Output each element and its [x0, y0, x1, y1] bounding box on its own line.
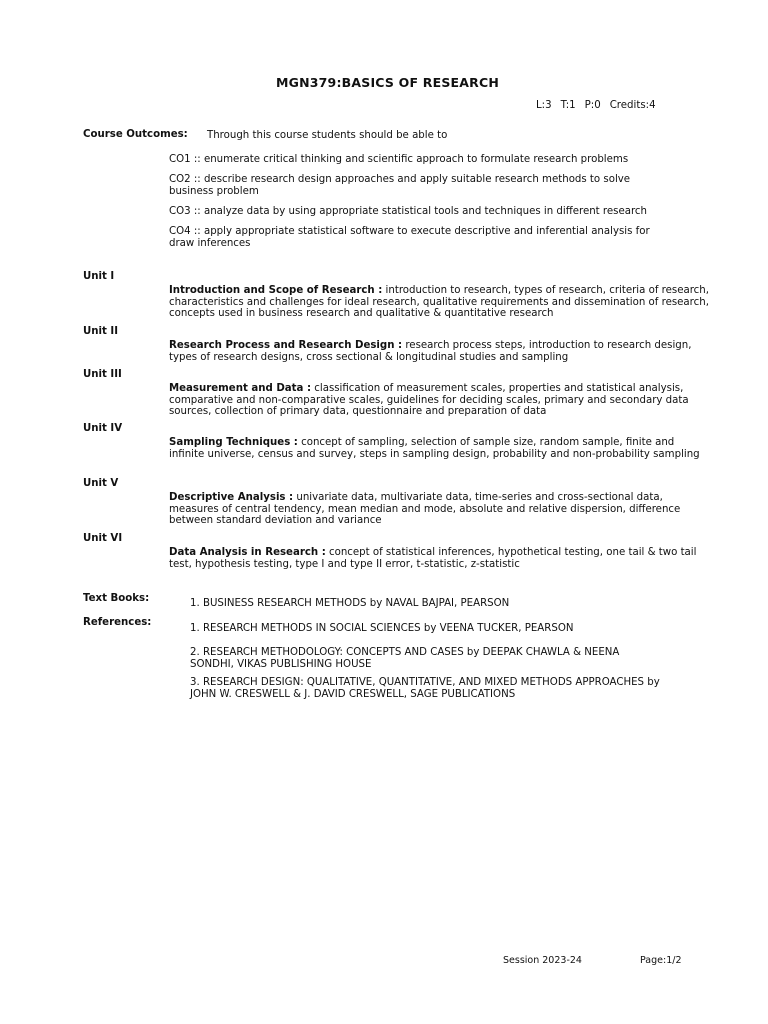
course-outcome-item: CO1 :: enumerate critical thinking and scientific approach to formulate research problems [169, 154, 629, 165]
unit-content [169, 285, 709, 320]
unit-text: concept of statistical inferences, hypothetical testing, one tail & two tail test, hypothesis testing, type I and type II error, t-statistic, z-statistic [169, 547, 697, 570]
course-outcomes-intro: Through this course students should be able to [207, 130, 448, 141]
course-outcomes-label: Course Outcomes: [83, 129, 188, 140]
unit-text: research process steps, introduction to research design, types of research designs, cross sectional & longitudinal studies and sampling [169, 340, 692, 363]
reference-item: 2. RESEARCH METHODOLOGY: CONCEPTS AND CASES by DEEPAK CHAWLA & NEENA SONDHI, VIKAS PUBLISHING HOUSE [190, 647, 620, 670]
unit-label: Unit V [83, 478, 119, 489]
unit-label: Unit VI [83, 533, 123, 544]
unit-heading: Sampling Techniques : [169, 437, 298, 448]
reference-item: 3. RESEARCH DESIGN: QUALITATIVE, QUANTITATIVE, AND MIXED METHODS APPROACHES by JOHN W. CRESWELL & J. DAVID CRESWELL, SAGE PUBLICATIONS [190, 677, 660, 700]
ltp-credits [536, 100, 656, 112]
course-outcome-item: CO3 :: analyze data by using appropriate statistical tools and techniques in different research [169, 206, 647, 217]
unit-text: univariate data, multivariate data, time-series and cross-sectional data, measures of central tendency, mean median and mode, absolute and relative dispersion, difference between standard deviation and variance [169, 492, 681, 527]
page-title: MGN379:BASICS OF RESEARCH [276, 75, 500, 90]
course-outcome-item: CO2 :: describe research design approaches and apply suitable research methods to solve business problem [169, 174, 631, 197]
text-books-label: Text Books: [83, 593, 150, 604]
practical-hours: P:0 [584, 100, 601, 111]
unit-label: Unit III [83, 369, 122, 380]
unit-content [169, 547, 709, 570]
unit-heading: Descriptive Analysis : [169, 492, 294, 503]
unit-label: Unit IV [83, 423, 123, 434]
unit-label: Unit II [83, 326, 119, 337]
unit-text: introduction to research, types of research, criteria of research, characteristics and challenges for ideal research, qualitative requirements and dissemination of research, concepts used in business research and qualitative & quantitative research [169, 285, 709, 320]
lecture-hours: L:3 [536, 100, 552, 111]
unit-content [169, 492, 709, 527]
credits: Credits:4 [609, 100, 656, 111]
reference-item: 1. RESEARCH METHODS IN SOCIAL SCIENCES by VEENA TUCKER, PEARSON [190, 623, 574, 634]
unit-content [169, 437, 709, 460]
course-outcome-item: CO4 :: apply appropriate statistical software to execute descriptive and inferential analysis for draw inferences [169, 226, 650, 249]
session-label: Session 2023-24 [503, 955, 582, 966]
text-book-item: 1. BUSINESS RESEARCH METHODS by NAVAL BAJPAI, PEARSON [190, 598, 510, 609]
unit-text: classification of measurement scales, properties and statistical analysis, comparative and non-comparative scales, guidelines for deciding scales, primary and secondary data sources, collection of primary data, questionnaire and preparation of data [169, 383, 689, 418]
tutorial-hours: T:1 [560, 100, 576, 111]
unit-heading: Measurement and Data : [169, 383, 312, 394]
page-number: Page:1/2 [640, 955, 682, 966]
unit-content [169, 340, 709, 363]
references-label: References: [83, 617, 152, 628]
unit-heading: Data Analysis in Research : [169, 547, 326, 558]
unit-heading: Research Process and Research Design : [169, 340, 403, 351]
unit-label: Unit I [83, 271, 115, 282]
unit-content [169, 383, 709, 418]
unit-text: concept of sampling, selection of sample size, random sample, finite and infinite universe, census and survey, steps in sampling design, probability and non-probability sampling [169, 437, 700, 460]
unit-heading: Introduction and Scope of Research : [169, 285, 383, 296]
